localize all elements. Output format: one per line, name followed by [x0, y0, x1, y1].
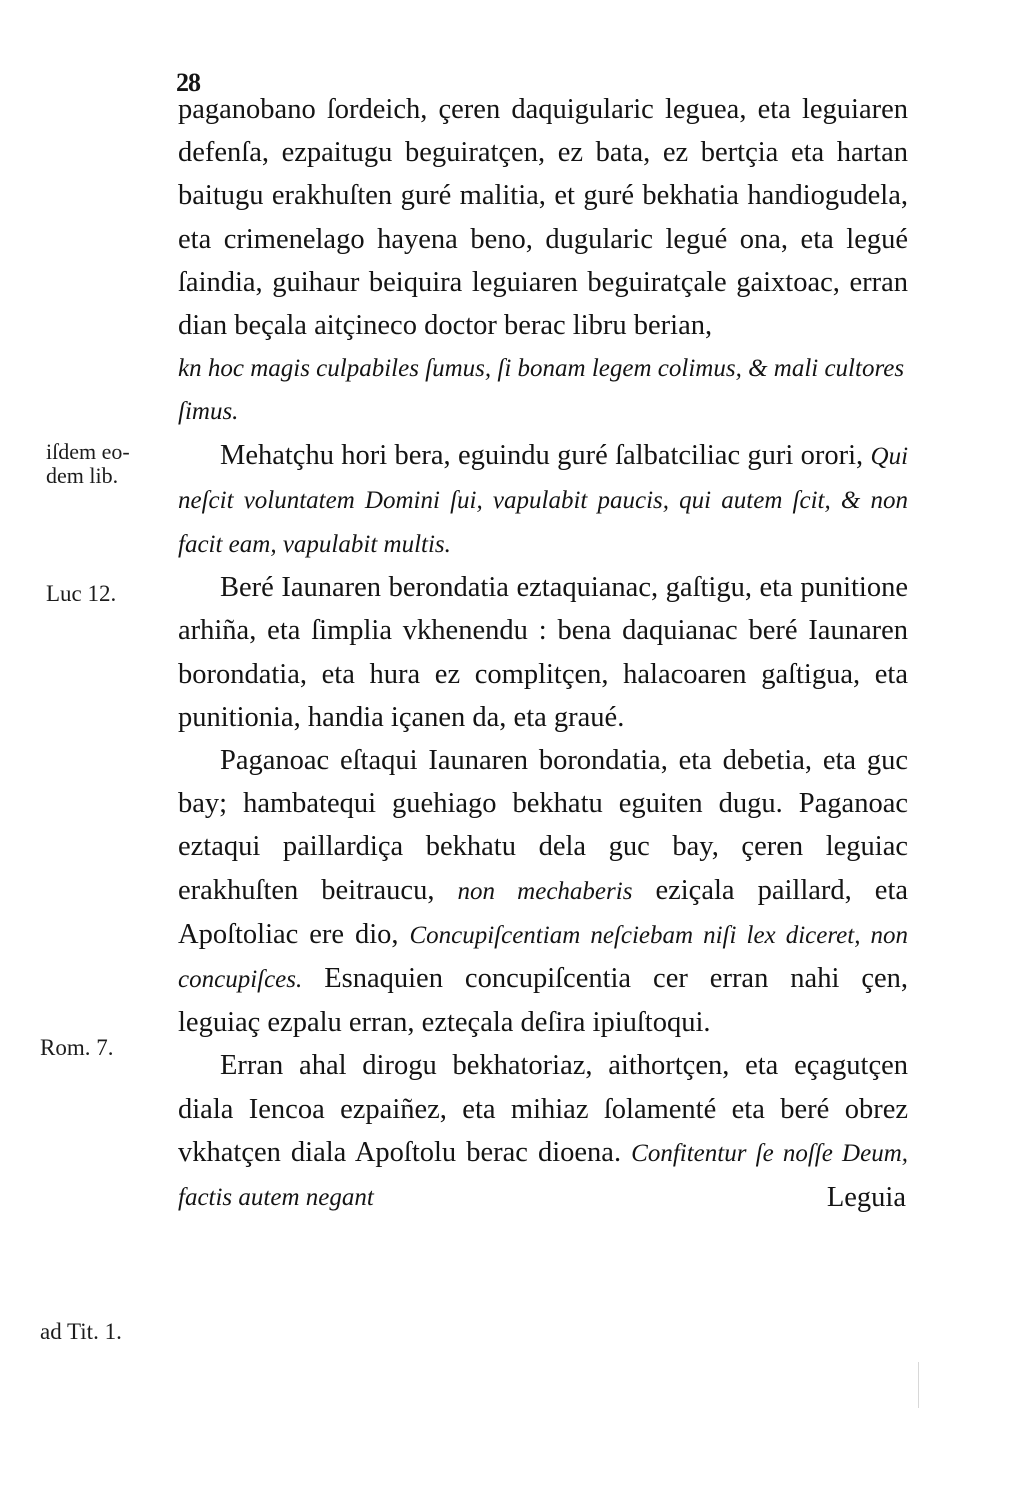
margin-note-line: iſdem eo-: [46, 439, 130, 464]
body-text: [178, 88, 908, 1219]
paragraph-text: Erran ahal dirogu bekhatoriaz, aithortçen, eta eçagutçen diala Iencoa ezpaiñez, eta mihiaz ſolamenté eta beré obrez vkhatçen diala Apoſtolu berac dioena.: [178, 1050, 908, 1168]
paragraph-text-final: Esnaquien concupiſcentia cer erran nahi çen, leguiaç ezpalu erran, ezteçala deſira ipiuſtoqui.: [178, 963, 909, 1039]
latin-quote: Qui neſcit voluntatem Domini ſui, vapulabit paucis, qui autem ſcit, & non facit eam, vapulabit multis.: [178, 442, 909, 559]
latin-quote: non mechaberis: [457, 877, 633, 905]
margin-note-luc: Luc 12.: [46, 581, 117, 606]
paragraph-text: Mehatçhu hori bera, eguindu guré ſalbatciliac guri orori,: [220, 439, 864, 471]
paragraph-text: Paganoac eſtaqui Iaunaren borondatia, eta debetia, eta guc bay; hambatequi guehiago bekhatu eguiten dugu. Paganoac eztaqui paillardiça bekhatu dela guc bay, çeren leguiac erakhuſten beitraucu,: [178, 745, 908, 906]
paragraph-text-continued: eziçala paillard, eta Apoſtoliac ere dio,: [178, 874, 909, 950]
paragraph-2-latin-quote: [178, 347, 908, 433]
paragraph-text: paganobano ſordeich, çeren daquigularic leguea, eta leguiaren defenſa, ezpaitugu beguiratçen, ez bata, ez bertçia eta hartan baitugu erakhuſten guré malitia, et guré bekhatia handiogudela, eta crimenelago hayena beno, dugularic legué ona, eta legué ſaindia, guihaur beiquira leguiaren beguiratçale gaixtoac, erran dian beçala aitçineco doctor berac libru berian,: [178, 94, 908, 342]
latin-quote: Confitentur ſe noſſe Deum, factis autem negant: [178, 1139, 908, 1212]
page-number: 28: [176, 68, 200, 97]
paragraph-3: [178, 434, 908, 567]
page-edge-mark: [918, 1362, 919, 1408]
catchword: Leguia: [826, 1182, 906, 1214]
paragraph-4: [178, 566, 908, 739]
margin-note-rom: Rom. 7.: [40, 1035, 114, 1060]
paragraph-1: [178, 88, 908, 347]
latin-quote-second: Concupiſcentiam neſciebam niſi lex diceret, non concupiſces.: [178, 921, 908, 994]
margin-note-idem: [46, 440, 130, 488]
paragraph-text: Beré Iaunaren berondatia eztaquianac, gaſtigu, eta punitione arhiña, eta ſimplia vkhenendu : bena daquianac beré Iaunaren borondatia, eta hura ez complitçen, halacoaren gaſtigua, eta punitionia, handia içanen da, eta graué.: [178, 572, 908, 733]
margin-note-tit: ad Tit. 1.: [40, 1319, 122, 1344]
latin-quote: kn hoc magis culpabiles ſumus, ſi bonam legem colimus, & mali cultores ſimus.: [178, 355, 905, 426]
margin-note-line: dem lib.: [46, 463, 119, 488]
paragraph-5: [178, 739, 908, 1044]
